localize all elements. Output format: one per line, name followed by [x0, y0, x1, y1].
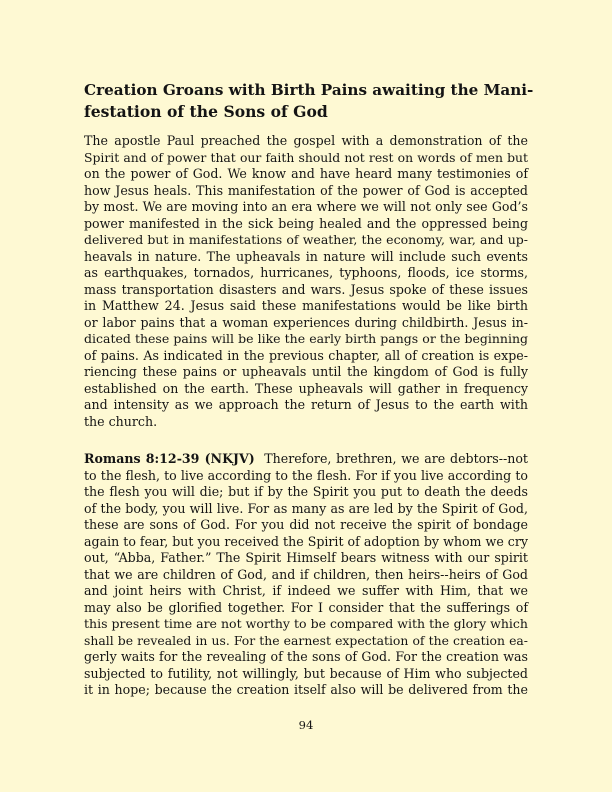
text-line: riencing these pains or upheavals until the kingdom of God is fully [84, 364, 528, 379]
text-line: Spirit and of power that our faith should not rest on words of men but [84, 149, 528, 165]
text-line: heavals in nature. The upheavals in nature will include such events [84, 248, 528, 264]
text-line: mass transportation disasters and wars. Jesus spoke of these issues [84, 281, 528, 297]
text-line: shall be revealed in us. For the earnest expectation of the creation ea- [84, 632, 528, 648]
text-line: power manifested in the sick being healed and the oppressed being [84, 215, 528, 231]
text-line: to the flesh, to live according to the flesh. For if you live according to [84, 467, 528, 483]
text-line: and joint heirs with Christ, if indeed we suffer with Him, that we [84, 583, 528, 598]
text-line: or labor pains that a woman experiences during childbirth. Jesus in- [84, 314, 528, 330]
text-line: subjected to futility, not willingly, but because of Him who subjected [84, 665, 528, 681]
text-line: these are sons of God. For you did not receive the spirit of bondage [84, 517, 528, 532]
text-line: The apostle Paul preached the gospel with a demonstration of the [84, 133, 528, 148]
text-line: the flesh you will die; but if by the Spirit you put to death the deeds [84, 484, 528, 499]
text-line: that we are children of God, and if children, then heirs--heirs of God [84, 566, 528, 582]
text-line: of pains. As indicated in the previous chapter, all of creation is expe- [84, 347, 528, 363]
text-line: dicated these pains will be like the early birth pangs or the beginning [84, 331, 528, 346]
text-fragment: Therefore, brethren, we are debtors--not [264, 451, 528, 466]
text-line: out, “Abba, Father.” The Spirit Himself bears witness with our spirit [84, 550, 528, 565]
heading-line: Creation Groans with Birth Pains awaiting the Mani- [84, 81, 534, 99]
text-line: this present time are not worthy to be compared with the glory which [84, 616, 528, 631]
text-line: established on the earth. These upheavals will gather in frequency [84, 380, 528, 396]
text-line: may also be glorified together. For I consider that the sufferings of [84, 599, 528, 615]
text-line: in Matthew 24. Jesus said these manifestations would be like birth [84, 298, 528, 313]
text-line: on the power of God. We know and have heard many testimonies of [84, 166, 528, 181]
section-heading [84, 80, 534, 122]
text-line: it in hope; because the creation itself also will be delivered from the [84, 682, 528, 697]
text-line: the church. [84, 413, 158, 429]
text-line: as earthquakes, tornados, hurricanes, typhoons, floods, ice storms, [84, 265, 528, 280]
text-line: of the body, you will live. For as many as are led by the Spirit of God, [84, 500, 528, 516]
text-line: how Jesus heals. This manifestation of the power of God is accepted [84, 182, 528, 198]
text-line [84, 451, 528, 468]
scripture-reference: Romans 8:12-39 (NKJV) [84, 451, 255, 466]
text-line: gerly waits for the revealing of the sons of God. For the creation was [84, 649, 528, 664]
heading-line: festation of the Sons of God [84, 102, 328, 121]
intro-paragraph [84, 133, 528, 430]
text-line: by most. We are moving into an era where we will not only see God’s [84, 199, 528, 214]
scripture-paragraph [84, 451, 528, 699]
text-line: again to fear, but you received the Spirit of adoption by whom we cry [84, 533, 528, 549]
page-number: 94 [298, 718, 314, 732]
text-line: and intensity as we approach the return of Jesus to the earth with [84, 397, 528, 412]
text-line: delivered but in manifestations of weather, the economy, war, and up- [84, 232, 528, 247]
